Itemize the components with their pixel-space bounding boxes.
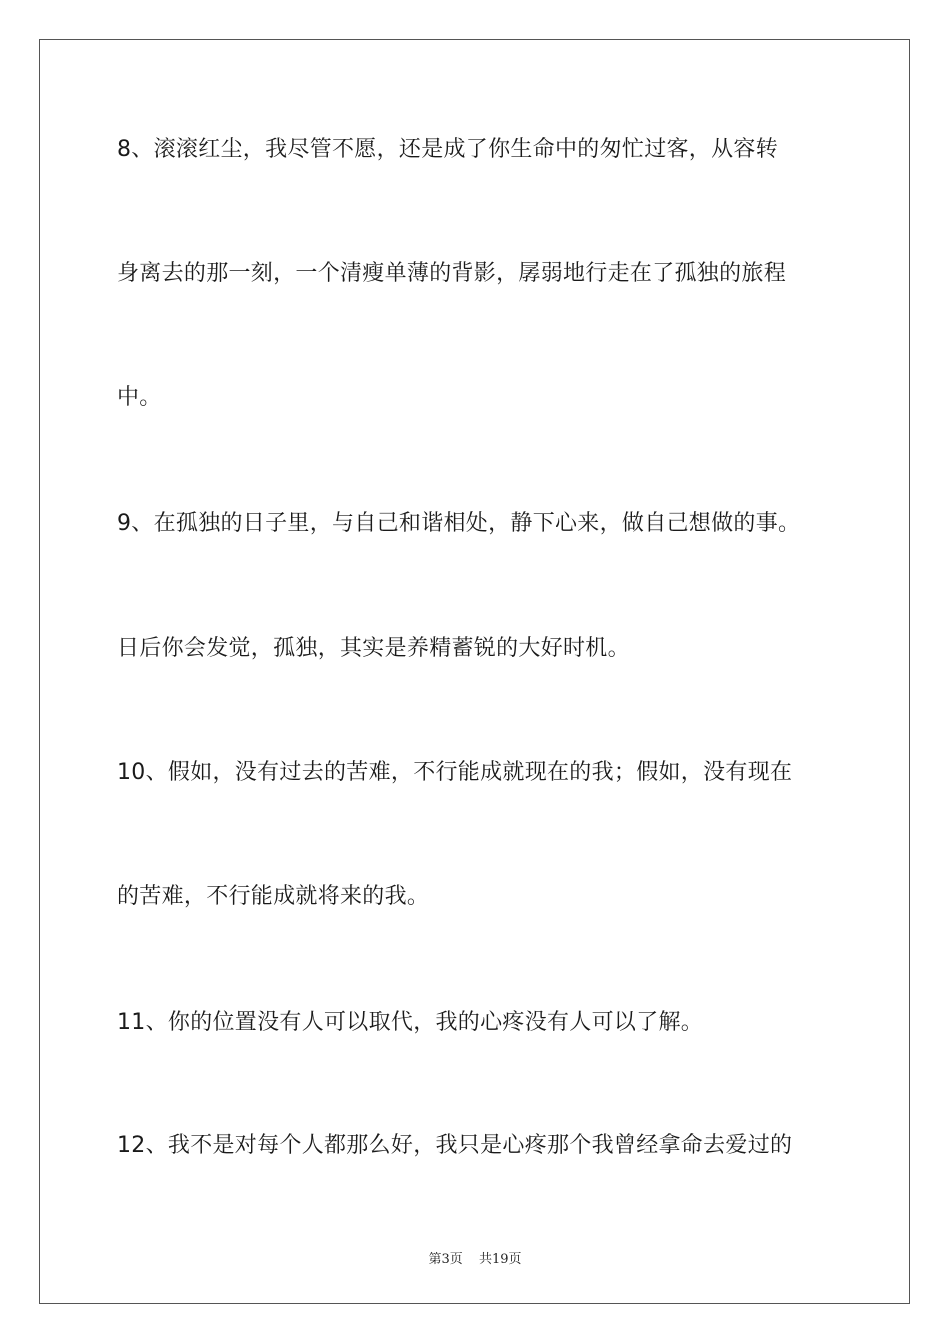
text-line: 的苦难，不行能成就将来的我。: [117, 884, 430, 909]
text-line: 8、滚滚红尘，我尽管不愿，还是成了你生命中的匆忙过客，从容转: [117, 137, 778, 162]
text-line: 9、在孤独的日子里，与自己和谐相处，静下心来，做自己想做的事。: [117, 511, 801, 536]
text-line: 日后你会发觉，孤独，其实是养精蓄锐的大好时机。: [117, 636, 630, 661]
text-line: 12、我不是对每个人都那么好，我只是心疼那个我曾经拿命去爱过的: [117, 1133, 793, 1158]
page-border: [39, 39, 910, 1304]
page-total: 共19页: [478, 1252, 522, 1267]
text-line: 11、你的位置没有人可以取代，我的心疼没有人可以了解。: [117, 1010, 704, 1035]
text-line: 中。: [117, 385, 162, 410]
page-footer: [0, 1248, 950, 1267]
text-line: 10、假如，没有过去的苦难，不行能成就现在的我；假如，没有现在: [117, 760, 793, 785]
page-number: 第3页: [428, 1252, 463, 1267]
text-line: 身离去的那一刻，一个清瘦单薄的背影，孱弱地行走在了孤独的旅程: [117, 261, 787, 286]
